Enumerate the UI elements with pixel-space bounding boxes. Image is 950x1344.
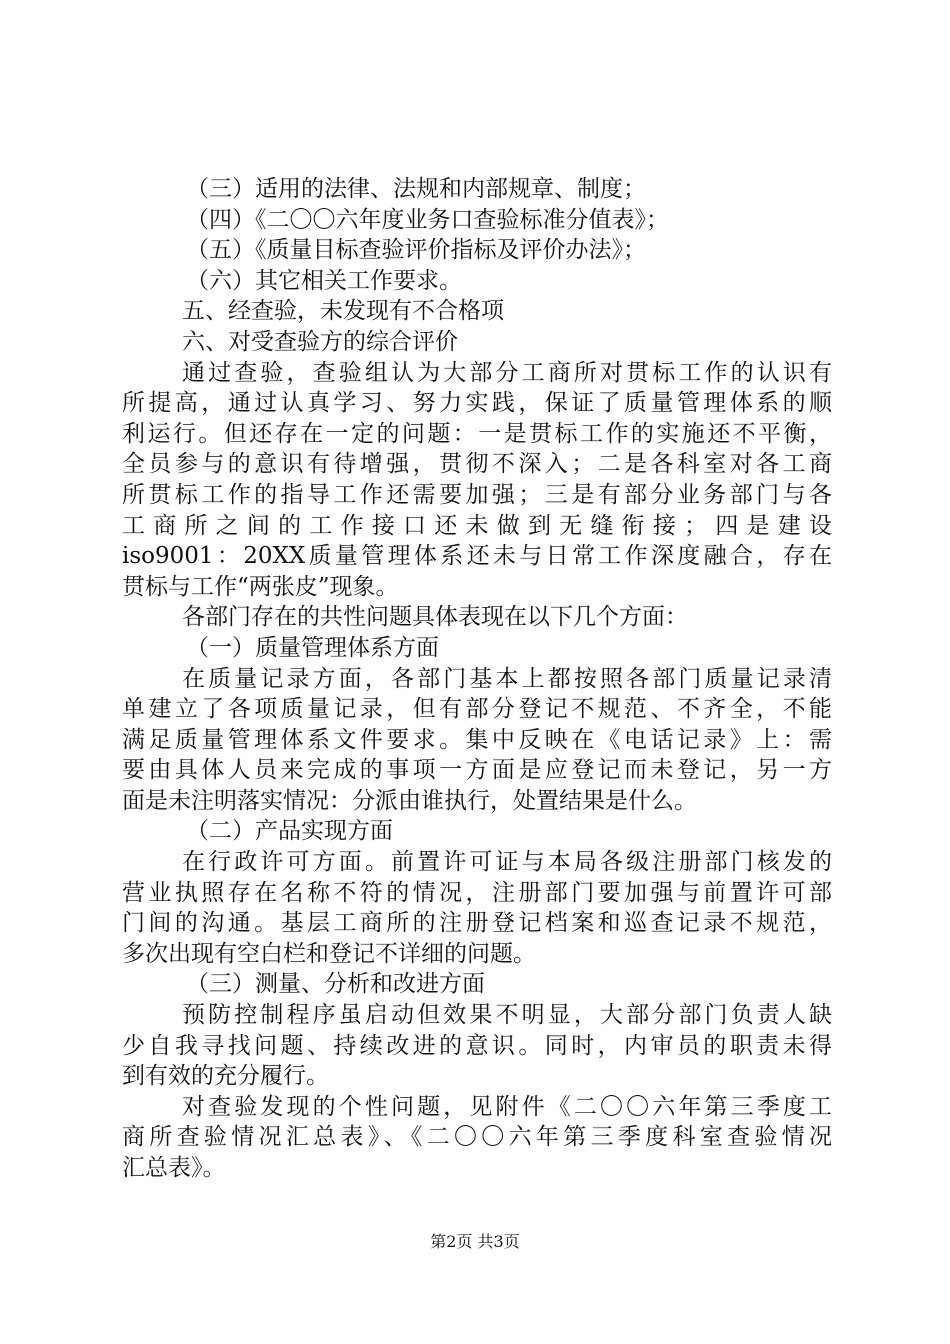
subsection-heading-3: （三）测量、分析和改进方面 (186, 971, 485, 998)
paragraph-line: 营业执照存在名称不符的情况，注册部门要加强与前置许可部 (122, 879, 832, 906)
list-item-4: （四）《二〇〇六年度业务口查验标准分值表》； (186, 206, 669, 233)
paragraph-line: 单建立了各项质量记录，但有部分登记不规范、不齐全，不能 (122, 696, 832, 723)
paragraph-line: 贯标与工作“两张皮”现象。 (122, 573, 399, 600)
paragraph-line: 少自我寻找问题、持续改进的意识。同时，内审员的职责未得 (122, 1032, 832, 1059)
subsection-heading-2: （二）产品实现方面 (186, 818, 393, 845)
paragraph-line: 全员参与的意识有待增强，贯彻不深入；二是各科室对各工商 (122, 451, 832, 478)
paragraph-line: 在行政许可方面。前置许可证与本局各级注册部门核发的 (182, 849, 832, 876)
paragraph-line: 门间的沟通。基层工商所的注册登记档案和巡查记录不规范， (122, 910, 832, 937)
paragraph-line: 多次出现有空白栏和登记不详细的问题。 (122, 940, 536, 967)
paragraph-line: 预防控制程序虽启动但效果不明显，大部分部门负责人缺 (182, 1002, 832, 1029)
paragraph-line: iso9001：20XX质量管理体系还未与日常工作深度融合，存在 (122, 543, 832, 570)
paragraph-line: 对查验发现的个性问题，见附件《二〇〇六年第三季度工 (182, 1093, 832, 1120)
paragraph-line: 在质量记录方面，各部门基本上都按照各部门质量记录清 (182, 665, 832, 692)
paragraph-line: 面是未注明落实情况：分派由谁执行，处置结果是什么。 (122, 787, 697, 814)
page-footer: 第2页 共3页 (430, 1232, 520, 1251)
document-body (122, 174, 832, 1184)
paragraph-line: 所提高，通过认真学习、努力实践，保证了质量管理体系的顺 (122, 390, 832, 417)
list-item-5: （五）《质量目标查验评价指标及评价办法》； (186, 237, 646, 264)
paragraph-line: 利运行。但还存在一定的问题：一是贯标工作的实施还不平衡， (122, 420, 832, 447)
paragraph-line: 所贯标工作的指导工作还需要加强；三是有部分业务部门与各 (122, 481, 832, 508)
paragraph-line: 汇总表》。 (122, 1155, 226, 1181)
paragraph-line: 要由具体人员来完成的事项一方面是应登记而未登记，另一方 (122, 757, 832, 784)
list-item-6: （六）其它相关工作要求。 (186, 267, 462, 294)
paragraph-line: 到有效的充分履行。 (122, 1063, 329, 1090)
paragraph-line: 各部门存在的共性问题具体表现在以下几个方面： (182, 604, 688, 631)
section-heading-5: 五、经查验，未发现有不合格项 (182, 298, 504, 325)
paragraph-line: 工商所之间的工作接口还未做到无缝衔接；四是建设 (122, 512, 832, 539)
list-item-3: （三）适用的法律、法规和内部规章、制度； (186, 176, 646, 202)
paragraph-line: 商所查验情况汇总表》、《二〇〇六年第三季度科室查验情况 (122, 1124, 832, 1151)
paragraph-line: 满足质量管理体系文件要求。集中反映在《电话记录》上：需 (122, 726, 832, 753)
paragraph-line: 通过查验，查验组认为大部分工商所对贯标工作的认识有 (182, 359, 832, 386)
section-heading-6: 六、对受查验方的综合评价 (182, 328, 458, 355)
subsection-heading-1: （一）质量管理体系方面 (186, 634, 439, 661)
